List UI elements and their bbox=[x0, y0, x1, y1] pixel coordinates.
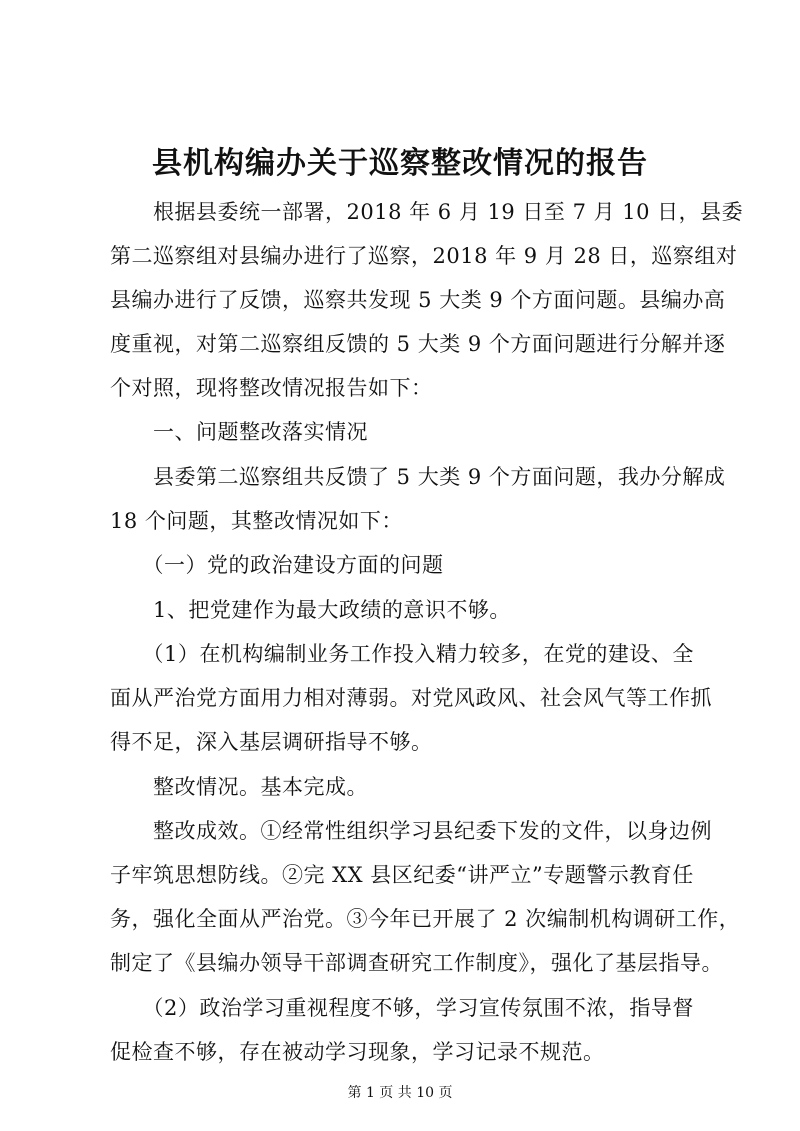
body-line: 务，强化全面从严治党。③今年已开展了 2 次编制机构调研工作， bbox=[110, 907, 741, 931]
subsection-heading: （一）党的政治建设方面的问题 bbox=[110, 553, 444, 577]
body-line: 子牢筑思想防线。②完 XX 县区纪委“讲严立”专题警示教育任 bbox=[110, 863, 694, 887]
document-title: 县机构编办关于巡察整改情况的报告 bbox=[152, 146, 648, 181]
body-line: 个对照，现将整改情况报告如下： bbox=[110, 376, 433, 400]
body-line: 制定了《县编办领导干部调查研究工作制度》，强化了基层指导。 bbox=[110, 951, 723, 975]
page-number: 第 1 页 共 10 页 bbox=[347, 1085, 453, 1101]
body-line: 整改情况。基本完成。 bbox=[110, 775, 368, 799]
body-line: 整改成效。①经常性组织学习县纪委下发的文件，以身边例 bbox=[110, 819, 712, 843]
item-heading: 1、把党建作为最大政绩的意识不够。 bbox=[110, 598, 511, 622]
body-line: 面从严治党方面用力相对薄弱。对党风政风、社会风气等工作抓 bbox=[110, 686, 712, 710]
body-line: （2）政治学习重视程度不够，学习宣传氛围不浓，指导督 bbox=[110, 996, 694, 1020]
body-line: 促检查不够，存在被动学习现象，学习记录不规范。 bbox=[110, 1040, 605, 1064]
body-line: 度重视，对第二巡察组反馈的 5 大类 9 个方面问题进行分解并逐 bbox=[110, 332, 726, 356]
section-heading: 一、问题整改落实情况 bbox=[110, 420, 368, 444]
body-line: 第二巡察组对县编办进行了巡察，2018 年 9 月 28 日，巡察组对 bbox=[110, 244, 738, 268]
body-line: （1）在机构编制业务工作投入精力较多，在党的建设、全 bbox=[110, 642, 694, 666]
body-line: 18 个问题，其整改情况如下： bbox=[110, 509, 403, 533]
body-line: 县编办进行了反馈，巡察共发现 5 大类 9 个方面问题。县编办高 bbox=[110, 288, 726, 312]
body-line: 县委第二巡察组共反馈了 5 大类 9 个方面问题，我办分解成 bbox=[110, 465, 726, 489]
body-line: 得不足，深入基层调研指导不够。 bbox=[110, 730, 433, 754]
body-line: 根据县委统一部署，2018 年 6 月 19 日至 7 月 10 日，县委 bbox=[110, 200, 744, 224]
